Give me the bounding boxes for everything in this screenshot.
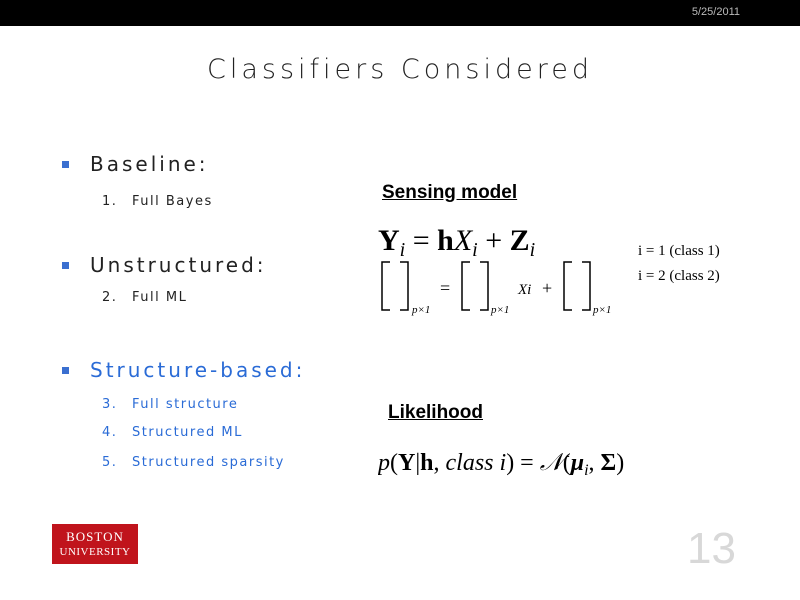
list-item-number: 2. xyxy=(102,290,118,305)
bullet-icon xyxy=(62,161,69,168)
dimension-label: p×1 xyxy=(593,304,612,316)
right-bracket-icon xyxy=(400,262,408,310)
right-bracket-icon xyxy=(480,262,488,310)
list-item xyxy=(102,455,285,470)
list-item-text: Full Bayes xyxy=(132,194,213,209)
sensing-model-heading: Sensing model xyxy=(382,182,518,203)
likelihood-heading: Likelihood xyxy=(388,402,483,423)
list-item-text: Structured ML xyxy=(132,425,243,440)
list-item xyxy=(102,425,243,440)
list-item-number: 5. xyxy=(102,455,118,470)
bullet-structure-based: Structure-based: xyxy=(90,358,306,382)
list-item-number: 3. xyxy=(102,397,118,412)
list-item-text: Structured sparsity xyxy=(132,455,285,470)
left-bracket-icon xyxy=(462,262,470,310)
plus-sign: + xyxy=(542,278,553,298)
class-2-label: i = 2 (class 2) xyxy=(638,268,720,284)
slide-title: Classifiers Considered xyxy=(207,54,593,85)
equation-text: $Y_i = hX_i + Z_i$ xyxy=(378,224,536,258)
list-item-text: Full ML xyxy=(132,290,188,305)
bullet-baseline: Baseline: xyxy=(90,152,209,176)
likelihood-equation xyxy=(378,444,718,484)
page-number: 13 xyxy=(687,524,736,573)
x-variable: Xi xyxy=(518,282,532,298)
list-item xyxy=(102,194,213,209)
slide-date: 5/25/2011 xyxy=(691,6,740,18)
dimension-label: p×1 xyxy=(412,304,431,316)
logo-line-2: UNIVERSITY xyxy=(59,546,131,558)
class-1-label: i = 1 (class 1) xyxy=(638,243,720,259)
list-item-number: 1. xyxy=(102,194,118,209)
dimension-label: p×1 xyxy=(491,304,510,316)
likelihood-text: p(Y|h, class $i) = 𝒩(\mu_i$, Σ) xyxy=(378,450,625,479)
matrix-diagram xyxy=(372,258,632,318)
list-item xyxy=(102,397,238,412)
bullet-unstructured: Unstructured: xyxy=(90,253,267,277)
sensing-equation xyxy=(378,222,628,258)
left-bracket-icon xyxy=(564,262,572,310)
equals-sign: = xyxy=(440,278,451,298)
list-item-text: Full structure xyxy=(132,397,239,412)
logo-line-1: BOSTON xyxy=(66,529,124,544)
left-bracket-icon xyxy=(382,262,390,310)
boston-university-logo xyxy=(52,524,138,564)
top-bar xyxy=(0,0,800,26)
list-item-number: 4. xyxy=(102,425,118,440)
bullet-icon xyxy=(62,367,69,374)
right-bracket-icon xyxy=(582,262,590,310)
list-item xyxy=(102,290,187,305)
bullet-icon xyxy=(62,262,69,269)
